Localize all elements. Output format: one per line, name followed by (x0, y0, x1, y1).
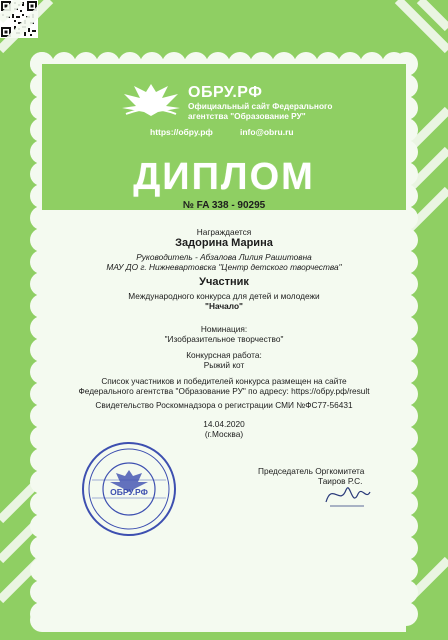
issue-date: 14.04.2020 (203, 419, 245, 429)
notice-line1: Список участников и победителей конкурса размещен на сайте (101, 376, 347, 386)
nomination-label: Номинация: (200, 324, 248, 334)
diploma-title: ДИПЛОМ (133, 156, 315, 198)
recipient-name: Задорина Марина (175, 237, 273, 249)
issue-city: (г.Москва) (204, 429, 244, 439)
work-title: Рыжий кот (203, 360, 245, 370)
site-link[interactable]: https://обру.рф (150, 127, 213, 137)
institution: МАУ ДО г. Нижневартовска "Центр детского творчества" (106, 262, 342, 272)
logo-title: ОБРУ.РФ (188, 84, 263, 101)
nomination: "Изобразительное творчество" (164, 334, 284, 344)
signature-mark (322, 472, 372, 512)
logo-subtitle-line2: агентства "Образование РУ" (188, 111, 306, 121)
awarded-label: Награждается (196, 227, 252, 237)
diploma-number: № FA 338 - 90295 (182, 200, 266, 211)
eagle-logo-icon (118, 78, 184, 118)
logo-subtitle-line1: Официальный сайт Федерального (188, 101, 333, 111)
chair-title: Председатель Оргкомитета (258, 466, 365, 476)
logo-subtitle (188, 101, 348, 121)
stamp-text: ОБРУ.РФ (110, 487, 148, 497)
work-label: Конкурсная работа: (186, 350, 262, 360)
certificate-line: Свидетельство Роскомнадзора о регистрации СМИ №ФС77-56431 (95, 400, 353, 410)
email-link[interactable]: info@obru.ru (240, 127, 294, 137)
chair-name: Таиров Р.С. (318, 476, 363, 486)
contest-line: Международного конкурса для детей и молодежи (128, 291, 320, 301)
contest-name: "Начало" (205, 301, 243, 311)
notice-line2: Федерального агентства "Образование РУ" по адресу: https://обру.рф/result (78, 386, 370, 396)
participant-status: Участник (199, 276, 249, 288)
supervisor: Руководитель - Абзалова Лилия Рашитовна (136, 252, 312, 262)
